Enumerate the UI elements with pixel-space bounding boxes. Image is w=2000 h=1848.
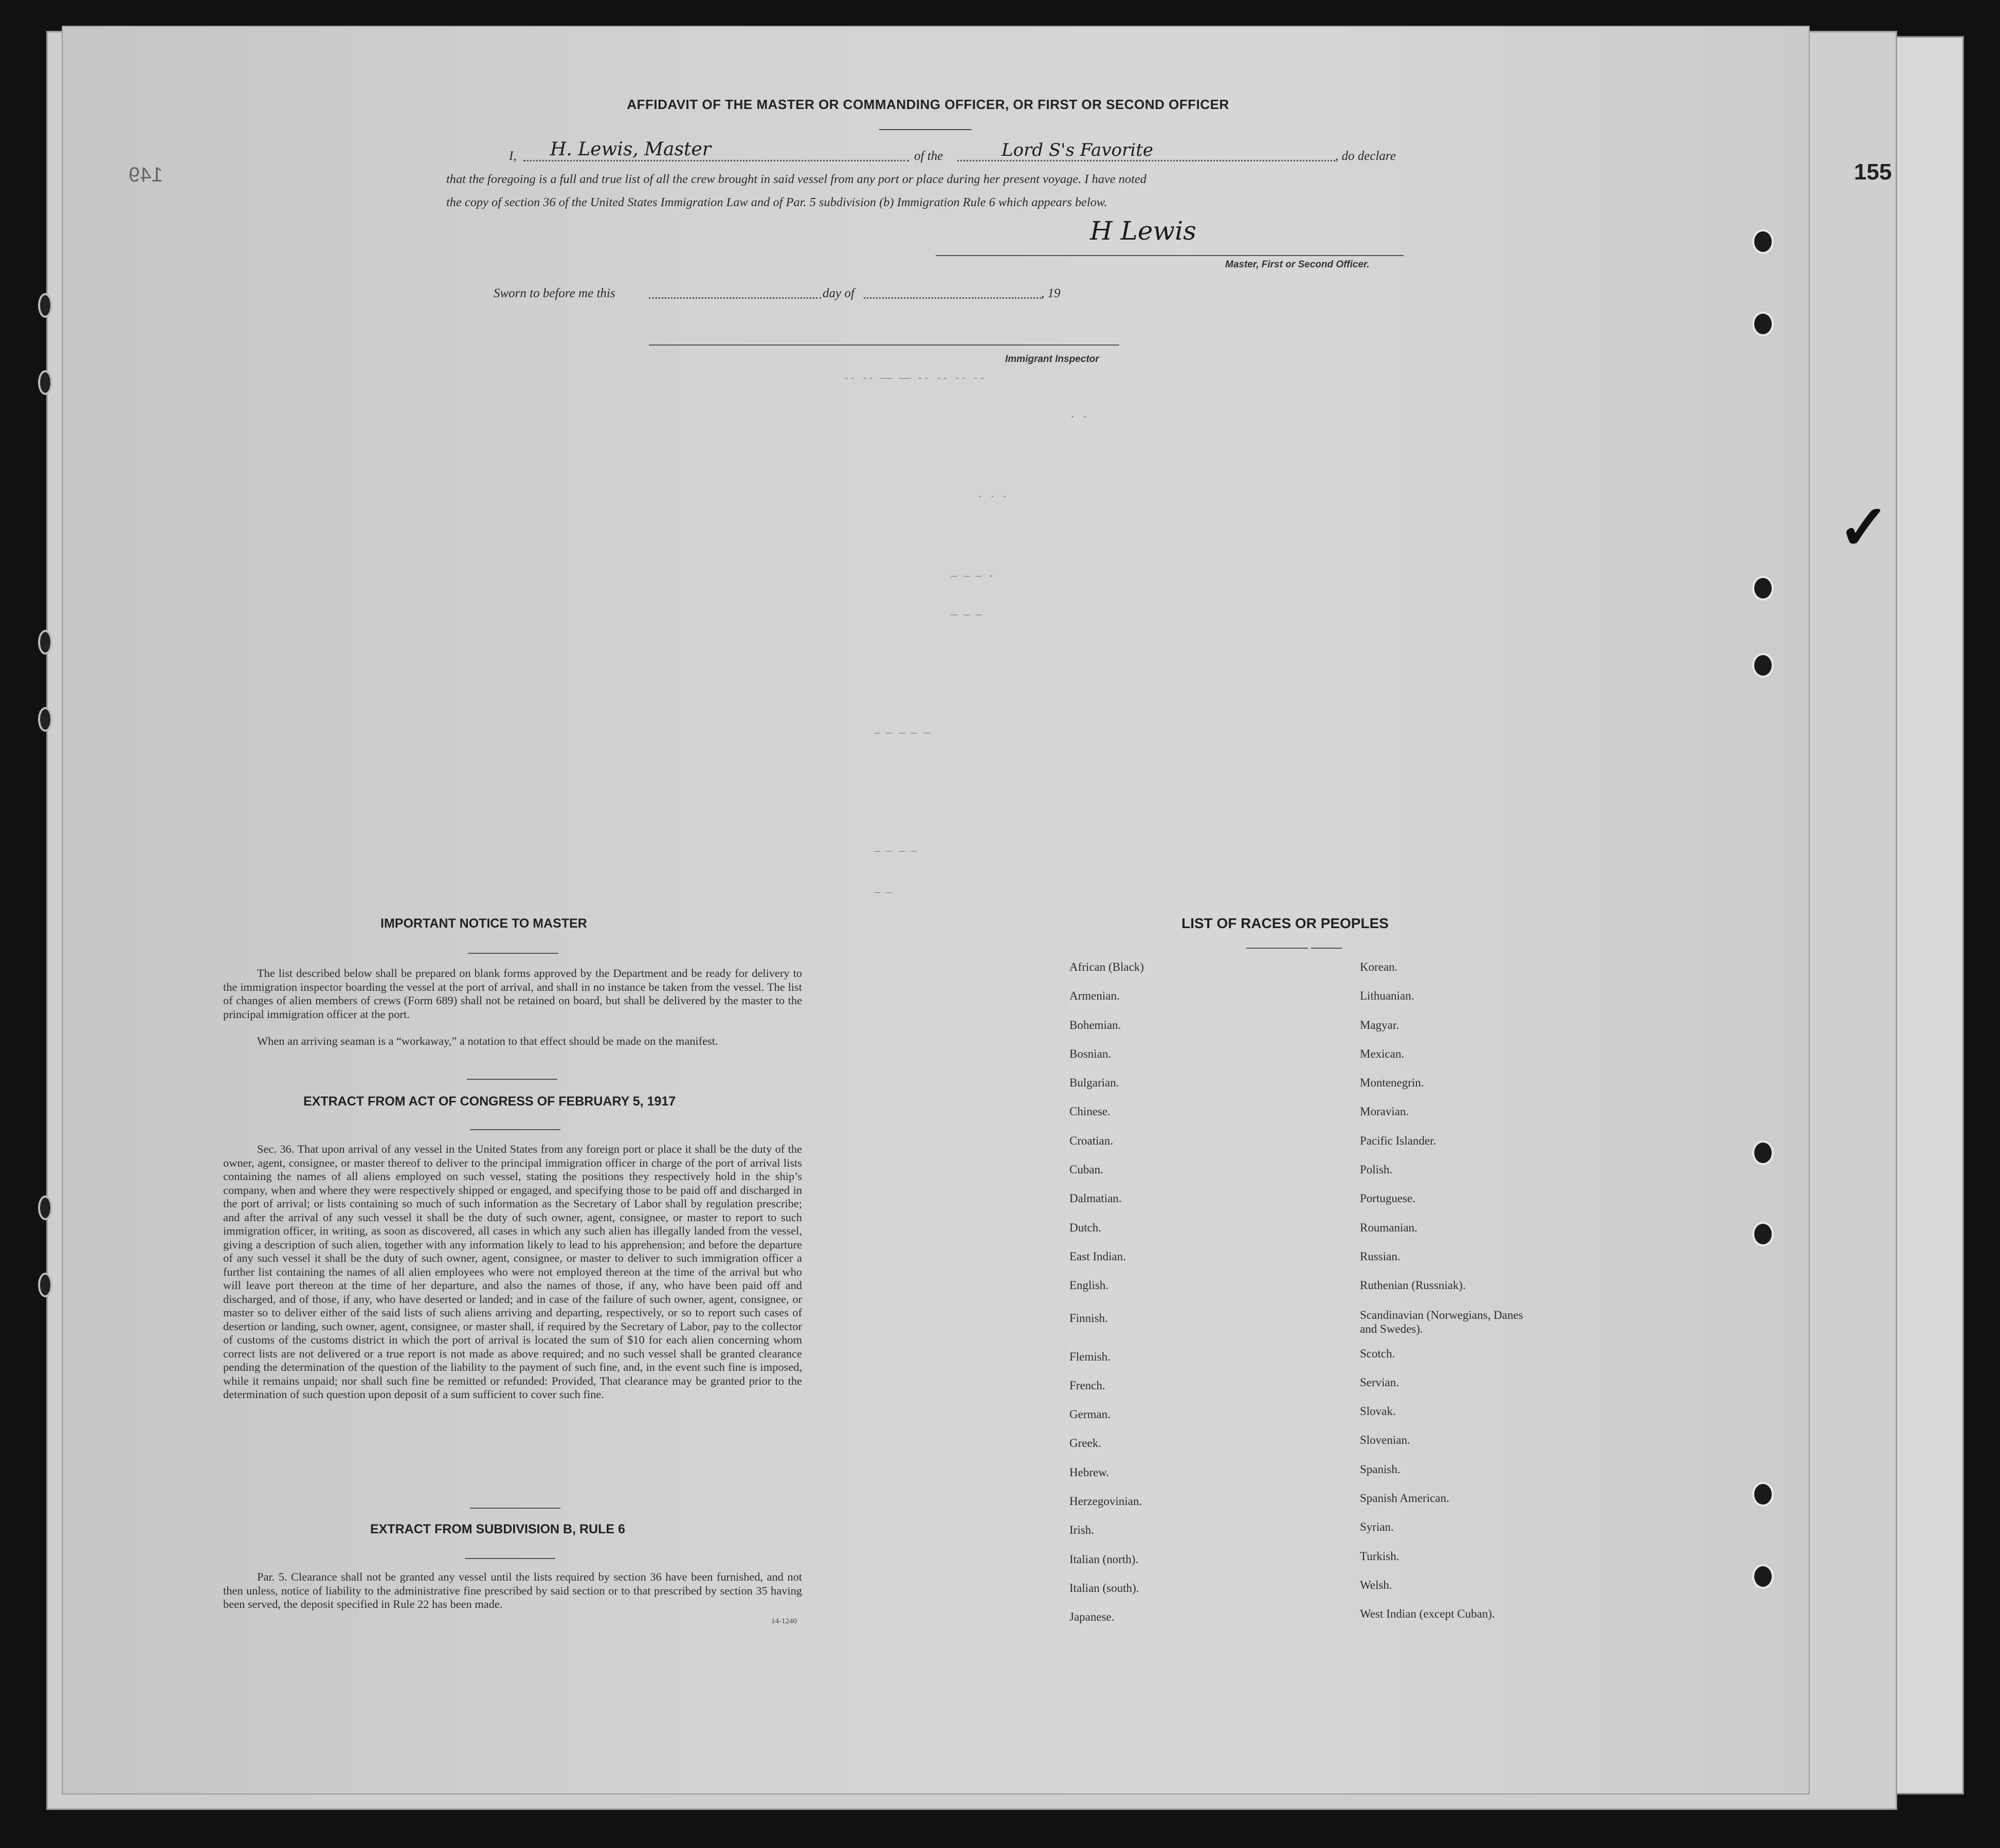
binder-hole-6 (1752, 1222, 1774, 1246)
rule-extract-heading: EXTRACT FROM SUBDIVISION B, RULE 6 (370, 1522, 625, 1536)
race-item: Polish. (1360, 1163, 1393, 1176)
binder-hole-1 (1752, 229, 1774, 254)
race-item: German. (1069, 1408, 1111, 1421)
race-item: Scotch. (1360, 1347, 1395, 1360)
race-item: Welsh. (1360, 1578, 1392, 1591)
race-item: Syrian. (1360, 1520, 1394, 1534)
left-binder-hole-6 (38, 1273, 52, 1297)
signature-line (936, 255, 1404, 256)
races-left-column (1069, 961, 1316, 1640)
race-item: West Indian (except Cuban). (1360, 1607, 1495, 1621)
binder-hole-5 (1752, 1140, 1774, 1165)
race-item: Slovenian. (1360, 1434, 1410, 1447)
race-item: Hebrew. (1069, 1465, 1110, 1479)
race-item: Chinese. (1069, 1105, 1111, 1118)
page-number: 155 (1854, 159, 1892, 185)
rule-extract-text: Par. 5. Clearance shall not be granted any vessel until the lists required by section 36 have been furnished, and not then unless, notice of liability to the administrative fine prescribed by said section or to that prescribed by section 35 having been served, the deposit specified in Rule 22 has been made. (223, 1570, 802, 1610)
handwritten-name: H. Lewis, Master (550, 139, 711, 160)
race-item: Roumanian. (1360, 1221, 1417, 1234)
race-item: Pacific Islander. (1360, 1134, 1437, 1147)
ghost-text: · · (1069, 411, 1088, 423)
notice-heading: IMPORTANT NOTICE TO MASTER (380, 916, 587, 931)
race-item: Italian (north). (1069, 1552, 1139, 1566)
races-rule-2 (1311, 948, 1342, 949)
affidavit-of-the: of the (914, 149, 943, 163)
race-item: Korean. (1360, 961, 1398, 973)
form-number: 14-1240 (771, 1617, 797, 1625)
races-heading: LIST OF RACES OR PEOPLES (1181, 915, 1389, 931)
affidavit-line1-prefix: I, (509, 149, 517, 163)
race-item: Dalmatian. (1069, 1192, 1122, 1205)
ghost-text: — — — · (951, 571, 995, 583)
ghost-text: — — — — — (874, 728, 930, 739)
handwritten-signature: H Lewis (1090, 216, 1196, 246)
race-item: Japanese. (1069, 1610, 1115, 1624)
race-item: Herzegovinian. (1069, 1495, 1142, 1508)
race-item: Irish. (1069, 1524, 1094, 1537)
affidavit-line3: the copy of section 36 of the United States Immigration Law and of Par. 5 subdivision (b) Immigration Rule 6 which appears below. (446, 195, 1107, 209)
act-extract-text: Sec. 36. That upon arrival of any vessel in the United States from any foreign port or place it shall be the duty of the owner, agent, consignee, or master thereof to deliver to the principal immigration officer in charge of the port of arrival lists containing the names of all aliens employed on such vessel, stating the positions they respectively hold in the ship’s company, when and where they were respectively shipped or engaged, and specifying those to be paid off and discharged in the port of arrival; or lists containing so much of such information as the Secretary of Labor shall by regulation prescribe; and after the arrival of any such vessel it shall be the duty of such owner, agent, consignee, or master to report to such immigration officer, in writing, as soon as discovered, all cases in which any such alien has illegally landed from the vessel, giving a description of such alien, together with any information likely to lead to his apprehension; and before the departure of any such vessel it shall be the duty of such owner, agent, consignee, or master to deliver to such immigration officer a further list containing the names of all alien employees who were not employed thereon at the time of the arrival but who will leave port thereon at the time of her departure, and also the names of those, if any, who have been paid off and discharged, and of those, if any, who have deserted or landed; and in case of the failure of such owner, agent, consignee, or master so to deliver either of the said lists of such aliens arriving and departing, respectively, or so to report such cases of desertion or landing, such owner, agent, consignee, or master shall, if required by the Secretary of Labor, pay to the collector of customs of the customs district in which the port of arrival is located the sum of $10 for each alien concerning whom correct lists are not delivered or a true report is not made as above required; and no such vessel shall be granted clearance pending the determination of the question of the liability to the payment of such fine, and, in the event such fine is imposed, while it remains unpaid; nor shall such fine be remitted or refunded: Provided, That clearance may be granted prior to the determination of such question upon deposit of a sum sufficient to cover such fine. (223, 1143, 802, 1401)
left-binder-hole-3 (38, 630, 52, 655)
left-binder-hole-1 (38, 293, 52, 318)
notice-rule (468, 953, 558, 954)
ghost-text: — — (874, 887, 893, 899)
race-item: English. (1069, 1279, 1109, 1292)
ghost-text: — — — — (874, 846, 918, 858)
race-item: Russian. (1360, 1249, 1401, 1263)
race-item: Servian. (1360, 1375, 1399, 1389)
race-item: Croatian. (1069, 1134, 1113, 1147)
race-item: Scandinavian (Norwegians, Danes and Swedes). (1360, 1308, 1523, 1335)
race-item: Italian (south). (1069, 1581, 1139, 1595)
race-item: Armenian. (1069, 989, 1120, 1003)
handwritten-mark: ✓ (1838, 491, 1890, 564)
races-rule (1246, 948, 1308, 949)
notice-end-rule (467, 1079, 557, 1080)
mirrored-page-number: 149 (129, 164, 163, 186)
notice-paragraph-2: When an arriving seaman is a “workaway,” a notation to that effect should be made on the manifest. (257, 1035, 718, 1047)
sworn-month-line (864, 297, 1041, 299)
rule-rule (465, 1558, 555, 1559)
handwritten-vessel-name: Lord S's Favorite (1002, 140, 1153, 160)
race-item: African (Black) (1069, 961, 1144, 973)
act-extract-heading: EXTRACT FROM ACT OF CONGRESS OF FEBRUARY 5, 1917 (303, 1094, 676, 1109)
binder-hole-7 (1752, 1482, 1774, 1507)
signature-caption: Master, First or Second Officer. (1225, 259, 1370, 270)
race-item: Cuban. (1069, 1163, 1103, 1176)
race-item: Bohemian. (1069, 1018, 1121, 1031)
race-item: Slovak. (1360, 1405, 1396, 1418)
affidavit-title: AFFIDAVIT OF THE MASTER OR COMMANDING OFFICER, OR FIRST OR SECOND OFFICER (627, 97, 1229, 112)
race-item: Portuguese. (1360, 1192, 1415, 1205)
races-right-column (1360, 961, 1627, 1637)
race-item: Mexican. (1360, 1047, 1405, 1060)
race-item: Dutch. (1069, 1221, 1101, 1234)
race-item: Montenegrin. (1360, 1076, 1424, 1090)
race-item: Lithuanian. (1360, 989, 1414, 1003)
inspector-caption: Immigrant Inspector (1005, 354, 1099, 365)
race-item: Greek. (1069, 1437, 1101, 1450)
race-item: Flemish. (1069, 1350, 1111, 1363)
race-item: Spanish. (1360, 1462, 1401, 1476)
binder-hole-8 (1752, 1564, 1774, 1589)
act-end-rule (470, 1508, 560, 1509)
race-item: Spanish American. (1360, 1492, 1449, 1505)
ghost-text: — — — (951, 609, 983, 621)
sworn-day-line (649, 297, 821, 299)
ghost-text: · · · (977, 491, 1008, 503)
race-item: East Indian. (1069, 1249, 1126, 1263)
name-field-line (523, 160, 909, 161)
affidavit-line2: that the foregoing is a full and true list of all the crew brought in said vessel from any port or place during her present voyage. I have noted (446, 172, 1147, 186)
race-item: Moravian. (1360, 1105, 1409, 1118)
sworn-day-of: day of (823, 286, 854, 300)
race-item: Magyar. (1360, 1018, 1399, 1031)
act-rule (470, 1129, 560, 1130)
affidavit-line1-suffix: , do declare (1335, 149, 1396, 163)
sworn-year: , 19 (1041, 286, 1061, 300)
race-item: Ruthenian (Russniak). (1360, 1279, 1466, 1292)
binder-hole-3 (1752, 576, 1774, 601)
binder-hole-2 (1752, 312, 1774, 336)
left-binder-hole-4 (38, 707, 52, 732)
race-item: Bosnian. (1069, 1047, 1112, 1060)
notice-paragraph-1: The list described below shall be prepared on blank forms approved by the Department and be ready for delivery to the immigration inspector boarding the vessel at the port of arrival, and shall in no instance be taken from the vessel. The list of changes of alien members of crews (Form 689) shall not be retained on board, but shall be delivered by the master to the principal immigration officer at the port. (223, 967, 802, 1021)
title-rule (879, 129, 972, 130)
race-item: Turkish. (1360, 1549, 1399, 1563)
left-binder-hole-2 (38, 370, 52, 395)
ghost-text: -- -- —— —— -- -- -- -- (843, 373, 986, 385)
inspector-signature-line (649, 345, 1119, 346)
race-item: Finnish. (1069, 1311, 1108, 1325)
race-item: French. (1069, 1379, 1105, 1392)
sworn-prefix: Sworn to before me this (494, 286, 615, 300)
binder-hole-4 (1752, 653, 1774, 678)
left-binder-hole-5 (38, 1195, 52, 1220)
race-item: Bulgarian. (1069, 1076, 1119, 1090)
